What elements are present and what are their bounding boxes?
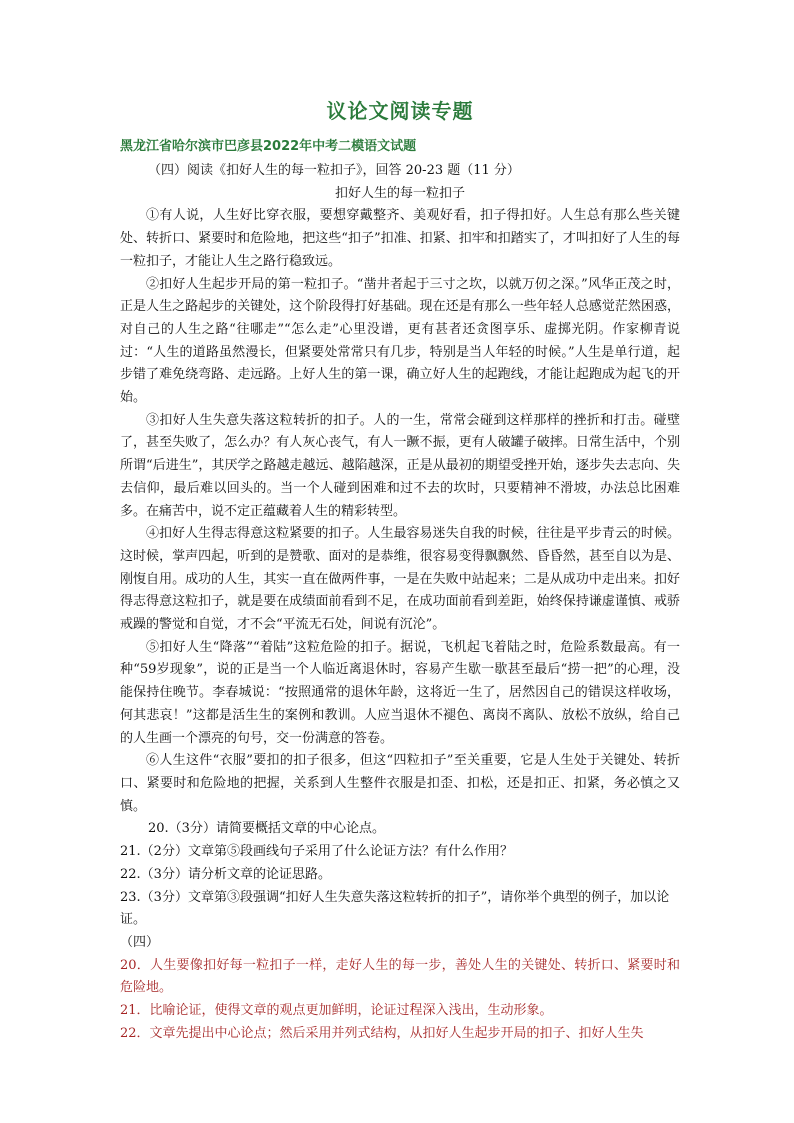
paragraph-5: ⑤扣好人生“降落”“着陆”这粒危险的扣子。据说，飞机起飞着陆之时，危险系数最高。有一种“59岁现象”，说的正是当一个人临近离退休时，容易产生歇一歇甚至最后“捞一把”的心理，没能保持住晚节。李春城说：“按照通常的退休年龄，这将近一生了，居然因自己的错误这样收场，何其悲哀！”这都是活生生的案例和教训。人应当退休不褪色、离岗不离队、放松不放纵，给自己的人生画一个漂亮的句号，交一份满意的答卷。 <box>120 639 680 746</box>
paragraph-1: ①有人说，人生好比穿衣服，要想穿戴整齐、美观好看，扣子得扣好。人生总有那么些关键处、转折口、紧要时和危险地，把这些“扣子”扣准、扣紧、扣牢和扣踏实了，才叫扣好了人生的每一粒扣子，才能让人生之路行稳致远。 <box>120 208 680 269</box>
question-23: 23.（3分）文章第③段强调“扣好人生失意失落这粒转折的扣子”，请你举个典型的例子，加以论证。 <box>120 889 670 928</box>
document-title: 议论文阅读专题 <box>326 99 474 123</box>
exam-source: 黑龙江省哈尔滨市巴彦县2022年中考二模语文试题 <box>120 139 417 154</box>
answer-heading: （四） <box>120 934 160 950</box>
article-title: 扣好人生的每一粒扣子 <box>334 185 465 201</box>
question-22: 22.（3分）请分析文章的论证思路。 <box>120 866 331 882</box>
section-intro: （四）阅读《扣好人生的每一粒扣子》，回答 20-23 题（11 分） <box>148 163 520 178</box>
paragraph-4: ④扣好人生得志得意这粒紧要的扣子。人生最容易迷失自我的时候，往往是平步青云的时候。这时候，掌声四起，听到的是赞歌、面对的是恭维，很容易变得飘飘然、昏昏然，甚至自以为是、刚愎自用。成功的人生，其实一直在做两件事，一是在失败中站起来；二是从成功中走出来。扣好得志得意这粒扣子，就是要在成绩面前看到不足，在成功面前看到差距，始终保持谦虚谨慎、戒骄戒躁的警觉和自觉，才不会“平流无石处，间说有沉沦”。 <box>120 526 680 633</box>
question-21: 21.（2分）文章第⑤段画线句子采用了什么论证方法？有什么作用？ <box>120 844 513 860</box>
paragraph-3: ③扣好人生失意失落这粒转折的扣子。人的一生，常常会碰到这样那样的挫折和打击。碰壁了，甚至失败了，怎么办？有人灰心丧气，有人一蹶不振，更有人破罐子破摔。日常生活中，个别所谓“后进生”，其厌学之路越走越远、越陷越深，正是从最初的期望受挫开始，逐步失去志向、失去信仰，最后难以回头的。当一个人碰到困难和过不去的坎时，只要精神不滑坡，办法总比困难多。在痛苦中，说不定正蕴藏着人生的精彩转型。 <box>120 412 680 519</box>
answer-21: 21．比喻论证，使得文章的观点更加鲜明，论证过程深入浅出，生动形象。 <box>120 1003 553 1019</box>
question-20: 20.（3分）请简要概括文章的中心论点。 <box>148 821 385 837</box>
paragraph-6: ⑥人生这件“衣服”要扣的扣子很多，但这“四粒扣子”至关重要，它是人生处于关键处、转折口、紧要时和危险地的把握，关系到人生整件衣服是扣歪、扣松，还是扣正、扣紧，务必慎之又慎。 <box>120 753 680 814</box>
answer-22: 22．文章先提出中心论点；然后采用并列式结构，从扣好人生起步开局的扣子、扣好人生失 <box>120 1025 644 1041</box>
document-page <box>120 95 680 1045</box>
paragraph-2: ②扣好人生起步开局的第一粒扣子。“凿井者起于三寸之坎，以就万仞之深。”风华正茂之时，正是人生之路起步的关键处，这个阶段得打好基础。现在还是有那么一些年轻人总感觉茫然困惑，对自己的人生之路“往哪走”“怎么走”心里没谱，更有甚者还贪图享乐、虚掷光阴。作家柳青说过：“人生的道路虽然漫长，但紧要处常常只有几步，特别是当人年轻的时候。”人生是单行道，起步错了难免绕弯路、走远路。上好人生的第一课，确立好人生的起跑线，才能让起跑成为起飞的开始。 <box>120 276 680 406</box>
answer-20: 20．人生要像扣好每一粒扣子一样，走好人生的每一步，善处人生的关键处、转折口、紧要时和危险地。 <box>120 957 680 996</box>
